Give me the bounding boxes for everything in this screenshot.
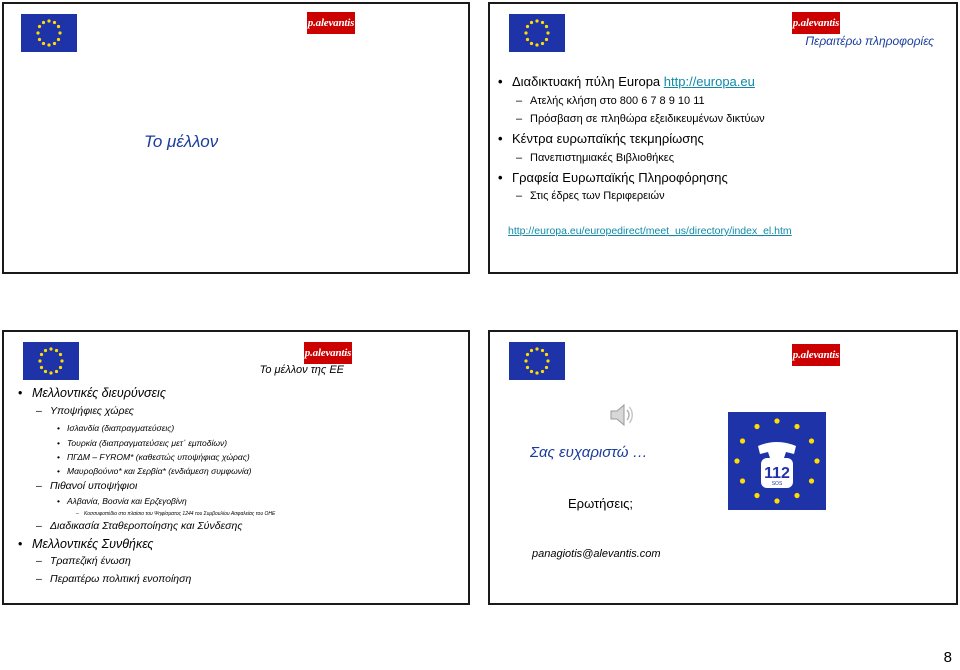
list-item: – Πανεπιστημιακές Βιβλιοθήκες xyxy=(516,152,675,164)
eu-flag-icon xyxy=(509,14,565,52)
brand-logo: p.alevantis xyxy=(307,12,355,34)
bullet-icon: • xyxy=(498,170,503,185)
directory-link[interactable]: http://europa.eu/europedirect/meet_us/directory/index_el.htm xyxy=(508,225,792,237)
bullet-icon: • xyxy=(498,74,503,89)
list-item: • Μελλοντικές Συνθήκες xyxy=(18,537,154,551)
list-item: – Τραπεζική ένωση xyxy=(36,555,131,567)
emergency-number: 112 xyxy=(764,465,790,482)
bullet-icon: • xyxy=(498,131,503,146)
speaker-icon[interactable] xyxy=(608,402,636,428)
list-item: • Γραφεία Ευρωπαϊκής Πληροφόρησης xyxy=(498,170,728,185)
slide-title: Το μέλλον xyxy=(144,132,219,151)
bullet-icon: • xyxy=(57,466,60,476)
page-number: 8 xyxy=(943,649,952,666)
emergency-112-icon xyxy=(728,412,826,510)
list-item: • Αλβανία, Βοσνία και Ερζεγοβίνη xyxy=(57,496,187,506)
emergency-sub: SOS xyxy=(771,481,783,487)
eu-flag-icon xyxy=(21,14,77,52)
list-item: – Περαιτέρω πολιτική ενοποίηση xyxy=(36,573,192,585)
thanks-text: Σας ευχαριστώ … xyxy=(530,444,648,461)
list-item: • Κέντρα ευρωπαϊκής τεκμηρίωσης xyxy=(498,131,704,146)
europa-link[interactable]: http://europa.eu xyxy=(663,74,755,89)
slide-1 xyxy=(2,2,470,274)
list-item: • Ισλανδία (διαπραγματεύσεις) xyxy=(57,423,175,433)
brand-logo: p.alevantis xyxy=(304,342,352,364)
bullet-icon: • xyxy=(57,423,60,433)
bullet-icon: • xyxy=(57,438,60,448)
brand-logo: p.alevantis xyxy=(792,12,840,34)
eu-flag-icon xyxy=(23,342,79,380)
slide-header: Περαιτέρω πληροφορίες xyxy=(805,34,934,48)
slide-title: Το μέλλον της ΕΕ xyxy=(259,364,344,376)
list-item: • Διαδικτυακή πύλη Europa http://europa.eu xyxy=(498,74,755,89)
list-item: • Μελλοντικές διευρύνσεις xyxy=(18,386,166,400)
list-item: – Στις έδρες των Περιφερειών xyxy=(516,190,665,202)
list-item: – Υποψήφιες χώρες xyxy=(36,405,134,417)
brand-logo: p.alevantis xyxy=(792,344,840,366)
list-item: – Κοσσυφοπέδιο στο πλαίσιο του Ψηφίσματος 1244 του Συμβουλίου Ασφαλείας του ΟΗΕ xyxy=(76,511,276,517)
bullet-icon: • xyxy=(57,496,60,506)
slide-4 xyxy=(488,330,958,605)
bullet-icon: • xyxy=(18,386,23,400)
contact-email[interactable]: panagiotis@alevantis.com xyxy=(532,548,661,560)
list-item: – Πιθανοί υποψήφιοι xyxy=(36,480,138,492)
list-item: – Διαδικασία Σταθεροποίησης και Σύνδεσης xyxy=(36,520,243,532)
list-item: • Τουρκία (διαπραγματεύσεις μετ᾽ εμποδίων) xyxy=(57,438,228,448)
eu-flag-icon xyxy=(509,342,565,380)
questions-text: Ερωτήσεις; xyxy=(568,496,633,511)
list-item: • Μαυροβούνιο* και Σερβία* (ενδιάμεση συμφωνία) xyxy=(57,466,252,476)
list-item: • ΠΓΔΜ – FYROM* (καθεστώς υποψήφιας χώρας) xyxy=(57,452,250,462)
bullet-icon: • xyxy=(18,537,23,551)
list-item: – Πρόσβαση σε πληθώρα εξειδικευμένων δικτύων xyxy=(516,113,765,125)
slide-3 xyxy=(2,330,470,605)
bullet-icon: • xyxy=(57,452,60,462)
slide-2 xyxy=(488,2,958,274)
list-item: – Ατελής κλήση στο 800 6 7 8 9 10 11 xyxy=(516,95,705,107)
